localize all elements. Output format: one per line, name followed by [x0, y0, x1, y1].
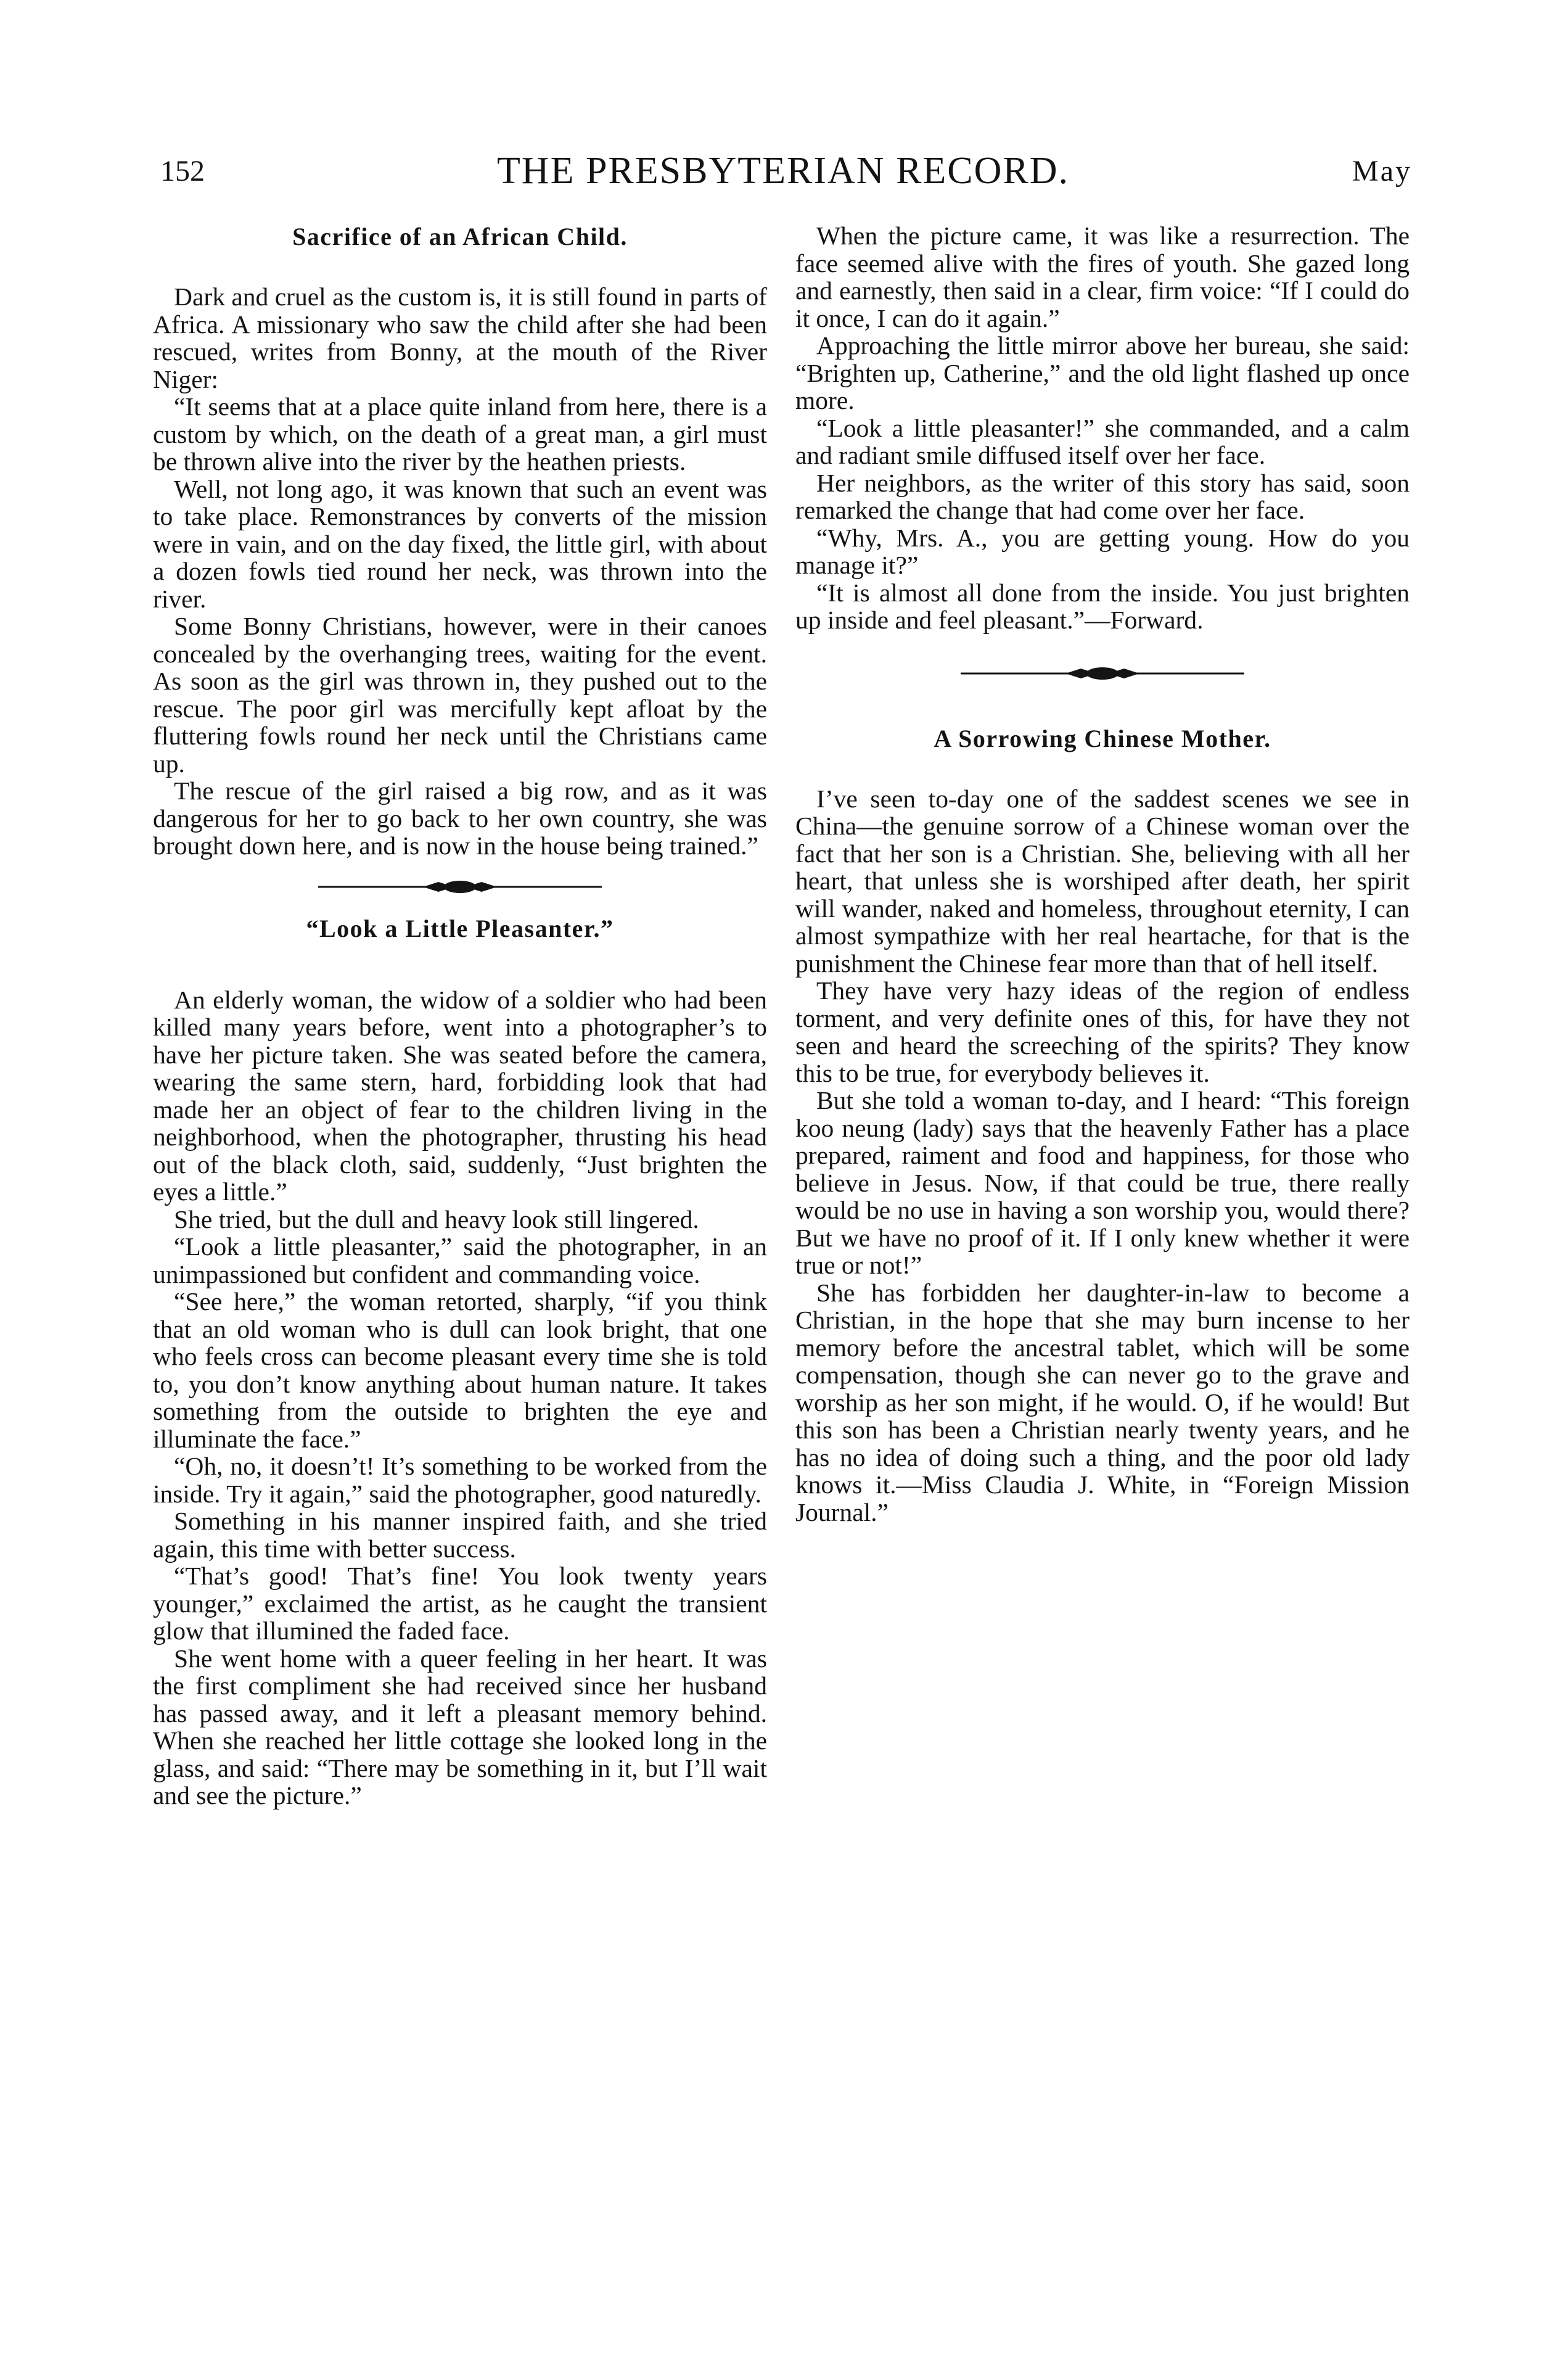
ornament-divider: [318, 879, 602, 894]
journal-title: THE PRESBYTERIAN RECORD.: [496, 150, 1070, 192]
paragraph: She has forbidden her daughter-in-law to become a Christian, in the hope that she may burn incense to her memory before the ancestral tablet, which will be some compensation, though she can never go to the grave and worship as her son might, if he would. O, if he would! But this son has been a Christian nearly twenty years, and he has no idea of doing such a thing, and the poor old lady knows it.—Miss Claudia J. White, in “Foreign Mission Journal.”: [795, 1278, 1410, 1526]
paragraph: “Oh, no, it doesn’t! It’s something to be worked from the inside. Try it again,” said the photographer, good naturedly.: [153, 1452, 767, 1508]
paragraph: An elderly woman, the widow of a soldier who had been killed many years before, went into a photographer’s to have her picture taken. She was seated before the camera, wearing the same stern, hard, forbidding look that had made her an object of fear to the children living in the neighborhood, when the photographer, thrusting his head out of the black cloth, said, suddenly, “Just brighten the eyes a little.”: [153, 985, 767, 1206]
page-number: 152: [160, 155, 205, 187]
left-column: [153, 222, 767, 1810]
paragraph: “Why, Mrs. A., you are getting young. How do you manage it?”: [795, 523, 1410, 579]
article-title: “Look a Little Pleasanter.”: [306, 914, 614, 942]
paragraph: Dark and cruel as the custom is, it is still found in parts of Africa. A missionary who saw the child after she had been rescued, writes from Bonny, at the mouth of the River Niger:: [153, 282, 767, 393]
paragraph: Her neighbors, as the writer of this story has said, soon remarked the change that had come over her face.: [795, 468, 1410, 524]
paragraph: The rescue of the girl raised a big row, and as it was dangerous for her to go back to her own country, she was brought down here, and is now in the house being trained.”: [153, 776, 767, 860]
article-title: Sacrifice of an African Child.: [292, 223, 628, 250]
article-title: A Sorrowing Chinese Mother.: [934, 724, 1271, 752]
paragraph: “It seems that at a place quite inland from here, there is a custom by which, on the death of a great man, a girl must be thrown alive into the river by the heathen priests.: [153, 392, 767, 476]
paragraph: She tried, but the dull and heavy look still lingered.: [174, 1205, 699, 1233]
paragraph: “That’s good! That’s fine! You look twenty years younger,” exclaimed the artist, as he caught the transient glow that illumined the faded face.: [153, 1562, 767, 1645]
paragraph: Some Bonny Christians, however, were in their canoes concealed by the overhanging trees, waiting for the event. As soon as the girl was thrown in, they pushed out to the rescue. The poor girl was mercifully kept afloat by the fluttering fowls round her neck until the Christians came up.: [153, 612, 767, 778]
paragraph: “See here,” the woman retorted, sharply, “if you think that an old woman who is dull can look bright, that one who feels cross can become pleasant every time she is told to, you don’t know anything about human nature. It takes something from the outside to brighten the eye and illuminate the face.”: [153, 1287, 767, 1453]
paragraph: Approaching the little mirror above her bureau, she said: “Brighten up, Catherine,” and the old light flashed up once more.: [795, 331, 1410, 414]
paragraph: They have very hazy ideas of the region of endless torment, and very definite ones of this, for have they not seen and heard the screeching of the spirits? They know this to be true, for everybody believes it.: [795, 976, 1410, 1087]
paragraph: “It is almost all done from the inside. You just brighten up inside and feel pleasant.”—Forward.: [795, 578, 1410, 634]
paragraph: “Look a little pleasanter,” said the photographer, in an unimpassioned but confident and commanding voice.: [153, 1232, 767, 1288]
paragraph: She went home with a queer feeling in her heart. It was the first compliment she had received since her husband has passed away, and it left a pleasant memory behind. When she reached her little cottage she looked long in the glass, and said: “There may be something in it, but I’ll wait and see the picture.”: [153, 1644, 767, 1810]
running-header: [154, 149, 1412, 205]
paragraph: I’ve seen to-day one of the saddest scenes we see in China—the genuine sorrow of a Chinese woman over the fact that her son is a Christian. She, believing with all her heart, that unless she is worshiped after death, her spirit will wander, naked and homeless, throughout eternity, I can almost sympathize with her real heartache, for that is the punishment the Chinese fear more than that of hell itself.: [795, 784, 1410, 978]
ornament-divider: [961, 666, 1244, 681]
paragraph: Something in his manner inspired faith, and she tried again, this time with better success.: [153, 1507, 767, 1563]
issue-month: May: [1352, 155, 1412, 187]
right-column: [795, 222, 1410, 1526]
paragraph: When the picture came, it was like a resurrection. The face seemed alive with the fires of youth. She gazed long and earnestly, then said in a clear, firm voice: “If I could do it once, I can do it again.”: [795, 221, 1410, 332]
paragraph: “Look a little pleasanter!” she commanded, and a calm and radiant smile diffused itself over her face.: [795, 413, 1410, 469]
paragraph: Well, not long ago, it was known that such an event was to take place. Remonstrances by converts of the mission were in vain, and on the day fixed, the little girl, with about a dozen fowls tied round her neck, was thrown into the river.: [153, 474, 767, 613]
paragraph: But she told a woman to-day, and I heard: “This foreign koo neung (lady) says that the heavenly Father has a place prepared, raiment and food and happiness, for those who believe in Jesus. Now, if that could be true, there really would be no use in having a son worship you, would there? But we have no proof of it. If I only knew whether it were true or not!”: [795, 1086, 1410, 1279]
